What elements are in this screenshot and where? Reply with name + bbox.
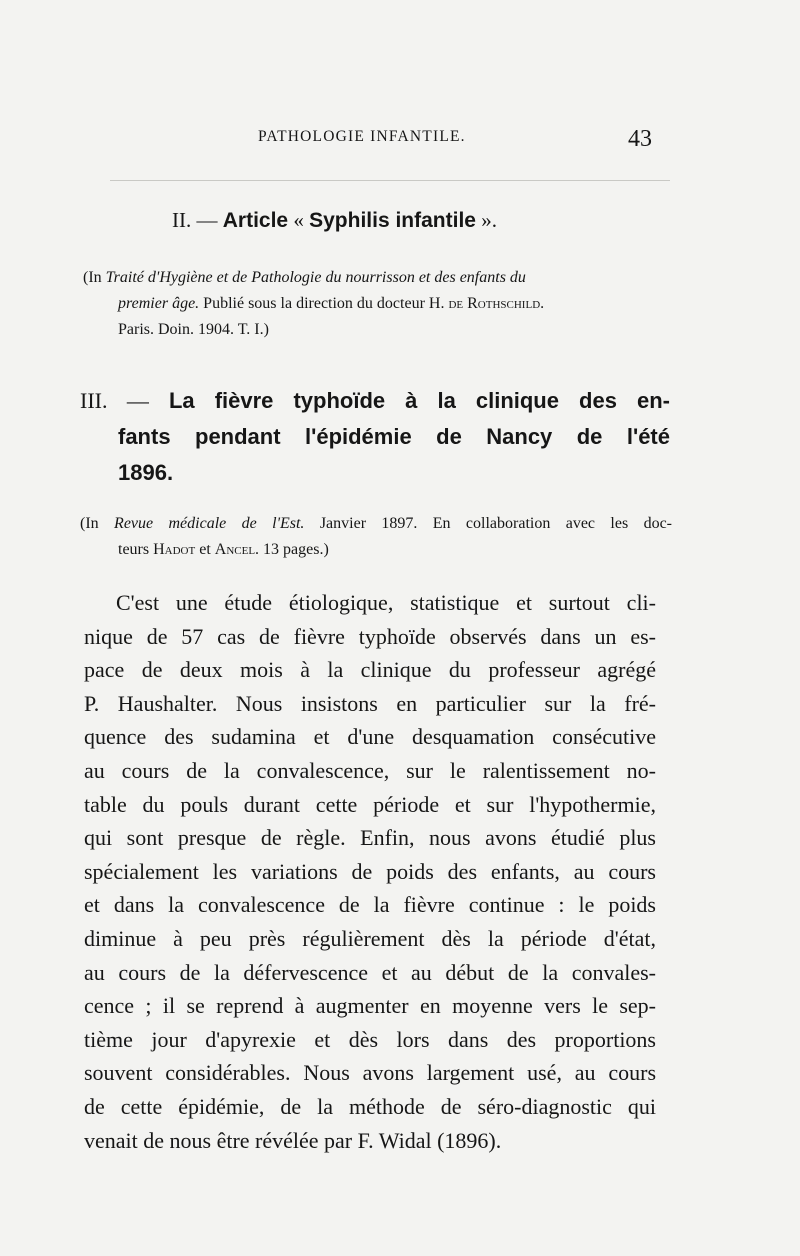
section-2-title: Article: [222, 209, 289, 232]
body-line: P. Haushalter. Nous insistons en particulier sur la fré-: [84, 690, 656, 716]
section-3-title-line2: fants pendant l'épidémie de Nancy de l'été: [118, 424, 670, 449]
section-2-quoted-title: Syphilis infantile: [309, 209, 476, 232]
body-line: au cours de la convalescence, sur le ralentissement no-: [84, 757, 656, 783]
section-2-reference-line3: Paris. Doin. 1904. T. I.): [118, 321, 269, 338]
section-3-reference-journal: Revue médicale de l'Est.: [114, 515, 305, 532]
body-line: au cours de la défervescence et au début de la convales-: [84, 959, 656, 985]
section-3-reference-line2-prefix: teurs: [118, 541, 154, 558]
page-number: 43: [628, 126, 652, 152]
section-3-title-line1: La fièvre typhoïde à la clinique des en-: [168, 388, 670, 413]
section-3-reference-author2: Ancel.: [214, 541, 260, 558]
body-line: de cette épidémie, de la méthode de séro-diagnostic qui: [84, 1093, 656, 1119]
section-3-reference-author1: Hadot: [153, 541, 196, 558]
body-line: tième jour d'apyrexie et dès lors dans des proportions: [84, 1026, 656, 1052]
section-2-open-quote: «: [293, 208, 304, 232]
section-2-reference-name: de Rothschild.: [448, 295, 545, 312]
body-line: table du pouls durant cette période et sur l'hypothermie,: [84, 791, 656, 817]
body-line: venait de nous être révélée par F. Widal (1896).: [84, 1127, 502, 1153]
section-3-number: III. —: [80, 388, 149, 413]
section-2-heading: [172, 208, 497, 233]
body-line: qui sont presque de règle. Enfin, nous avons étudié plus: [84, 825, 656, 851]
section-2-reference: [83, 265, 675, 343]
body-line: nique de 57 cas de fièvre typhoïde observés dans un es-: [84, 623, 656, 649]
body-line: C'est une étude étiologique, statistique et surtout cli-: [116, 590, 656, 615]
body-line: cence ; il se reprend à augmenter en moyenne vers le sep-: [84, 993, 656, 1019]
body-line: spécialement les variations de poids des enfants, au cours: [84, 858, 656, 884]
header-rule: [110, 180, 670, 181]
section-3-title-line3: 1896.: [118, 460, 174, 485]
body-line: souvent considérables. Nous avons largement usé, au cours: [84, 1060, 656, 1086]
section-3-reference-prefix: (In: [80, 515, 115, 532]
body-line: et dans la convalescence de la fièvre continue : le poids: [84, 892, 656, 918]
section-2-reference-italic: premier âge.: [118, 295, 200, 312]
section-3-reference-and: et: [195, 541, 215, 558]
section-3-reference: [80, 511, 672, 563]
section-2-reference-line1: (In Traité d'Hygiène et de Pathologie du nourrisson et des enfants du: [83, 269, 526, 286]
section-3-reference-line1: Janvier 1897. En collaboration avec les doc-: [304, 515, 673, 532]
body-line: quence des sudamina et d'une desquamation consécutive: [84, 724, 656, 750]
section-2-number: II. —: [172, 208, 218, 232]
section-2-reference-line2: Publié sous la direction du docteur H.: [199, 295, 449, 312]
section-2-close-quote: ».: [481, 208, 497, 232]
body-paragraph: [84, 586, 656, 1157]
section-3-heading: [80, 383, 670, 491]
body-line: diminue à peu près régulièrement dès la période d'état,: [84, 925, 656, 951]
section-3-reference-pages: 13 pages.): [259, 541, 329, 558]
body-line: pace de deux mois à la clinique du professeur agrégé: [84, 657, 656, 683]
running-head: PATHOLOGIE INFANTILE.: [258, 128, 466, 145]
